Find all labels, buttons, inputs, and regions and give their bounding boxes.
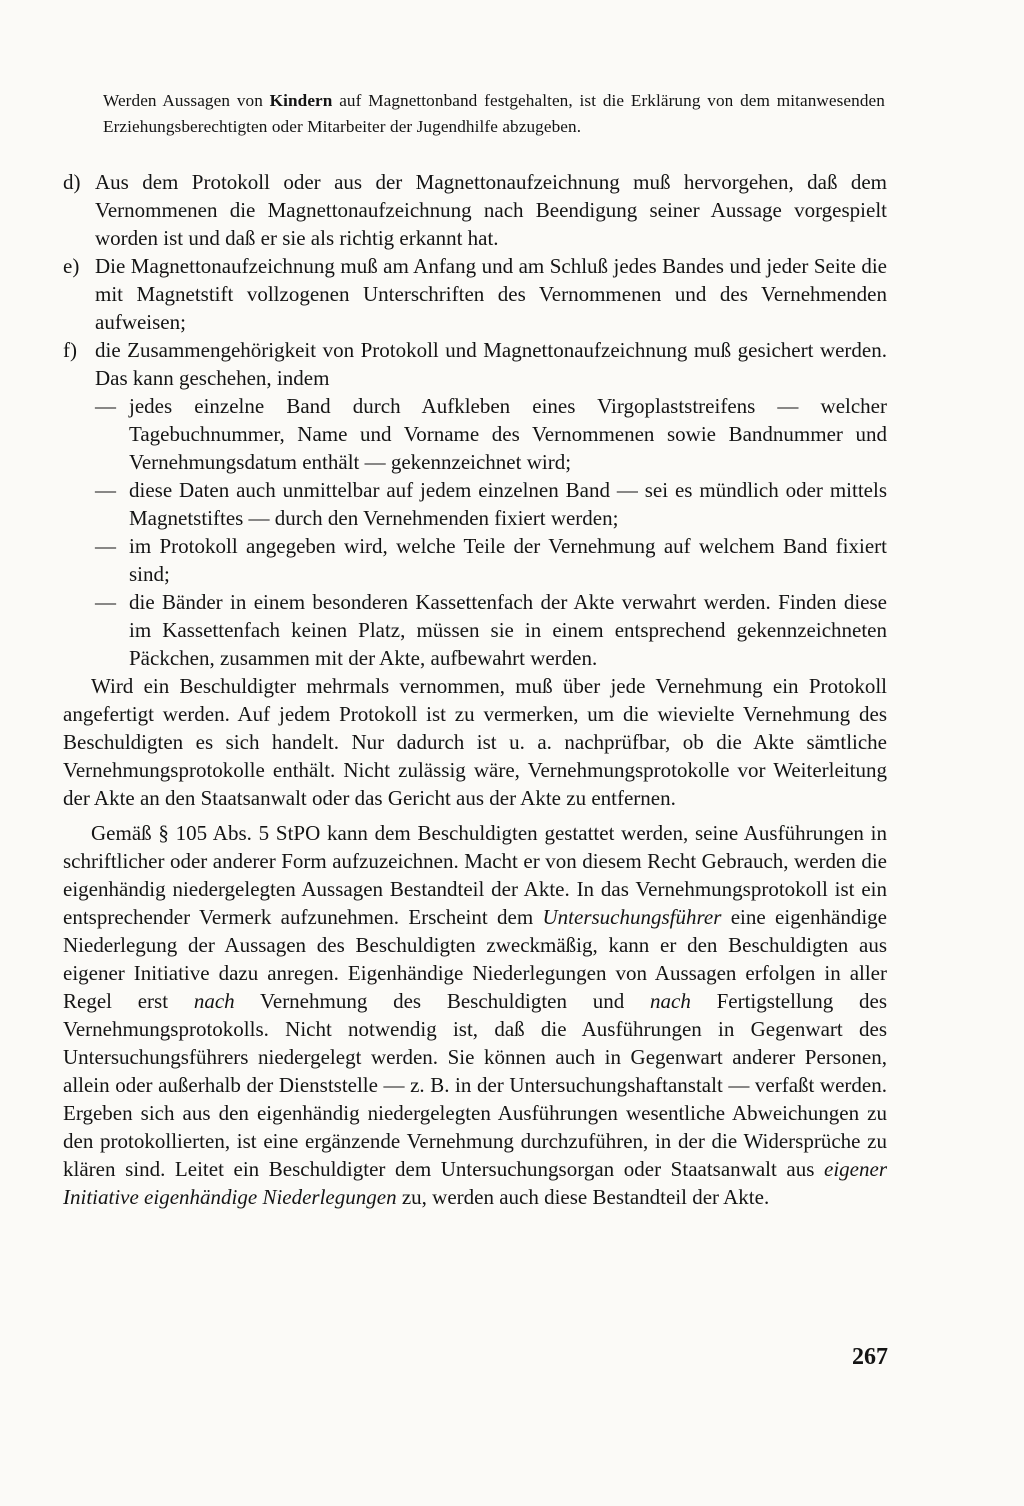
item-marker-e: e) [63,254,80,278]
dash-item-2 [63,476,887,532]
list-item-e [63,252,887,336]
dash-text-2: diese Daten auch unmittelbar auf jedem einzelnen Band — sei es mündlich oder mittels Magnetstiftes — durch den Vernehmenden fixiert werden; [129,478,887,530]
paragraph-multiple-interrogations: Wird ein Beschuldigter mehrmals vernommen, muß über jede Vernehmung ein Protokoll angefertigt werden. Auf jedem Protokoll ist zu vermerken, um die wievielte Vernehmung des Beschuldigten es sich handelt. Nur dadurch ist u. a. nachprüfbar, ob die Akte sämtliche Vernehmungsprotokolle enthält. Nicht zulässig wäre, Vernehmungsprotokolle vor Weiterleitung der Akte an den Staatsanwalt oder das Gericht aus der Akte zu entfernen. [63,674,887,810]
dash-marker: — [95,394,116,418]
list-item-f [63,336,887,392]
para2-text-5: zu, werden auch diese Bestandteil der Akte. [396,1185,770,1209]
para2-text-4: Fertigstellung des Vernehmungsprotokolls. Nicht notwendig ist, daß die Ausführungen in Gegenwart des Untersuchungsführers niedergelegt werden. Sie können auch in Gegenwart anderer Personen, allein oder außerhalb der Dienststelle — z. B. in der Untersuchungshaftanstalt — verfaßt werden. Ergeben sich aus den eigenhändig niedergelegten Ausführungen wesentliche Abweichungen zu den protokollierten, ist eine ergänzende Vernehmung durchzuführen, in der die Widersprüche zu klären sind. Leitet ein Beschuldigter dem Untersuchungsorgan oder Staatsanwalt aus [63,989,887,1181]
note-paragraph [103,88,885,140]
dash-marker: — [95,590,116,614]
para2-italic-2: nach [193,989,235,1013]
main-text [63,168,887,1211]
note-text-start: Werden Aussagen von [103,91,270,110]
item-text-d: Aus dem Protokoll oder aus der Magnettonaufzeichnung muß hervorgehen, daß dem Vernommenen die Magnettonaufzeichnung nach Beendigung seiner Aussage vorgespielt worden ist und daß er sie als richtig erkannt hat. [95,170,887,250]
page-number: 267 [852,1344,888,1370]
paragraph-own-records [63,819,887,1211]
list-item-d [63,168,887,252]
para2-text-3: Vernehmung des Beschuldigten und [234,989,650,1013]
item-text-f: die Zusammengehörigkeit von Protokoll und Magnettonaufzeichnung muß gesichert werden. Das kann geschehen, indem [95,338,887,390]
item-marker-d: d) [63,170,81,194]
dash-text-1: jedes einzelne Band durch Aufkleben eines Virgoplaststreifens — welcher Tagebuchnummer, Name und Vorname des Vernommenen sowie Bandnummer und Vernehmungsdatum enthält — gekennzeichnet wird; [129,394,887,474]
para2-italic-4: eigener Initiative eigenhändige Niederlegungen [63,1157,887,1209]
note-bold-word: Kindern [269,91,333,110]
dash-item-1 [63,392,887,476]
dash-marker: — [95,478,116,502]
note-text-end: auf Magnettonband festgehalten, ist die Erklärung von dem mitanwesenden Erziehungsberechtigten oder Mitarbeiter der Jugendhilfe abzugeben. [103,91,885,136]
item-text-e: Die Magnettonaufzeichnung muß am Anfang und am Schluß jedes Bandes und jeder Seite die mit Magnetstift vollzogenen Unterschriften des Vernommenen und des Vernehmenden aufweisen; [95,254,887,334]
dash-text-3: im Protokoll angegeben wird, welche Teile der Vernehmung auf welchem Band fixiert sind; [129,534,887,586]
para2-italic-1: Untersuchungsführer [542,905,722,929]
dash-text-4: die Bänder in einem besonderen Kassettenfach der Akte verwahrt werden. Finden diese im Kassettenfach keinen Platz, müssen sie in einem entsprechend gekennzeichneten Päckchen, zusammen mit der Akte, aufbewahrt werden. [129,590,887,670]
item-marker-f: f) [63,338,77,362]
dash-item-4 [63,588,887,672]
dash-marker: — [95,534,116,558]
para2-text-2: eine eigenhändige Niederlegung der Aussagen des Beschuldigten zweckmäßig, kann er den Beschuldigten aus eigener Initiative dazu anregen. Eigenhändige Niederlegungen von Aussagen erfolgen in aller Regel erst [63,905,887,1013]
para2-italic-3: nach [650,989,691,1013]
dash-item-3 [63,532,887,588]
para2-text-1: Gemäß § 105 Abs. 5 StPO kann dem Beschuldigten gestattet werden, seine Ausführungen in schriftlicher oder anderer Form aufzuzeichnen. Macht er von diesem Recht Gebrauch, werden die eigenhändig niedergelegten Aussagen Bestandteil der Akte. In das Vernehmungsprotokoll ist ein entsprechender Vermerk aufzunehmen. Erscheint dem [63,821,887,929]
